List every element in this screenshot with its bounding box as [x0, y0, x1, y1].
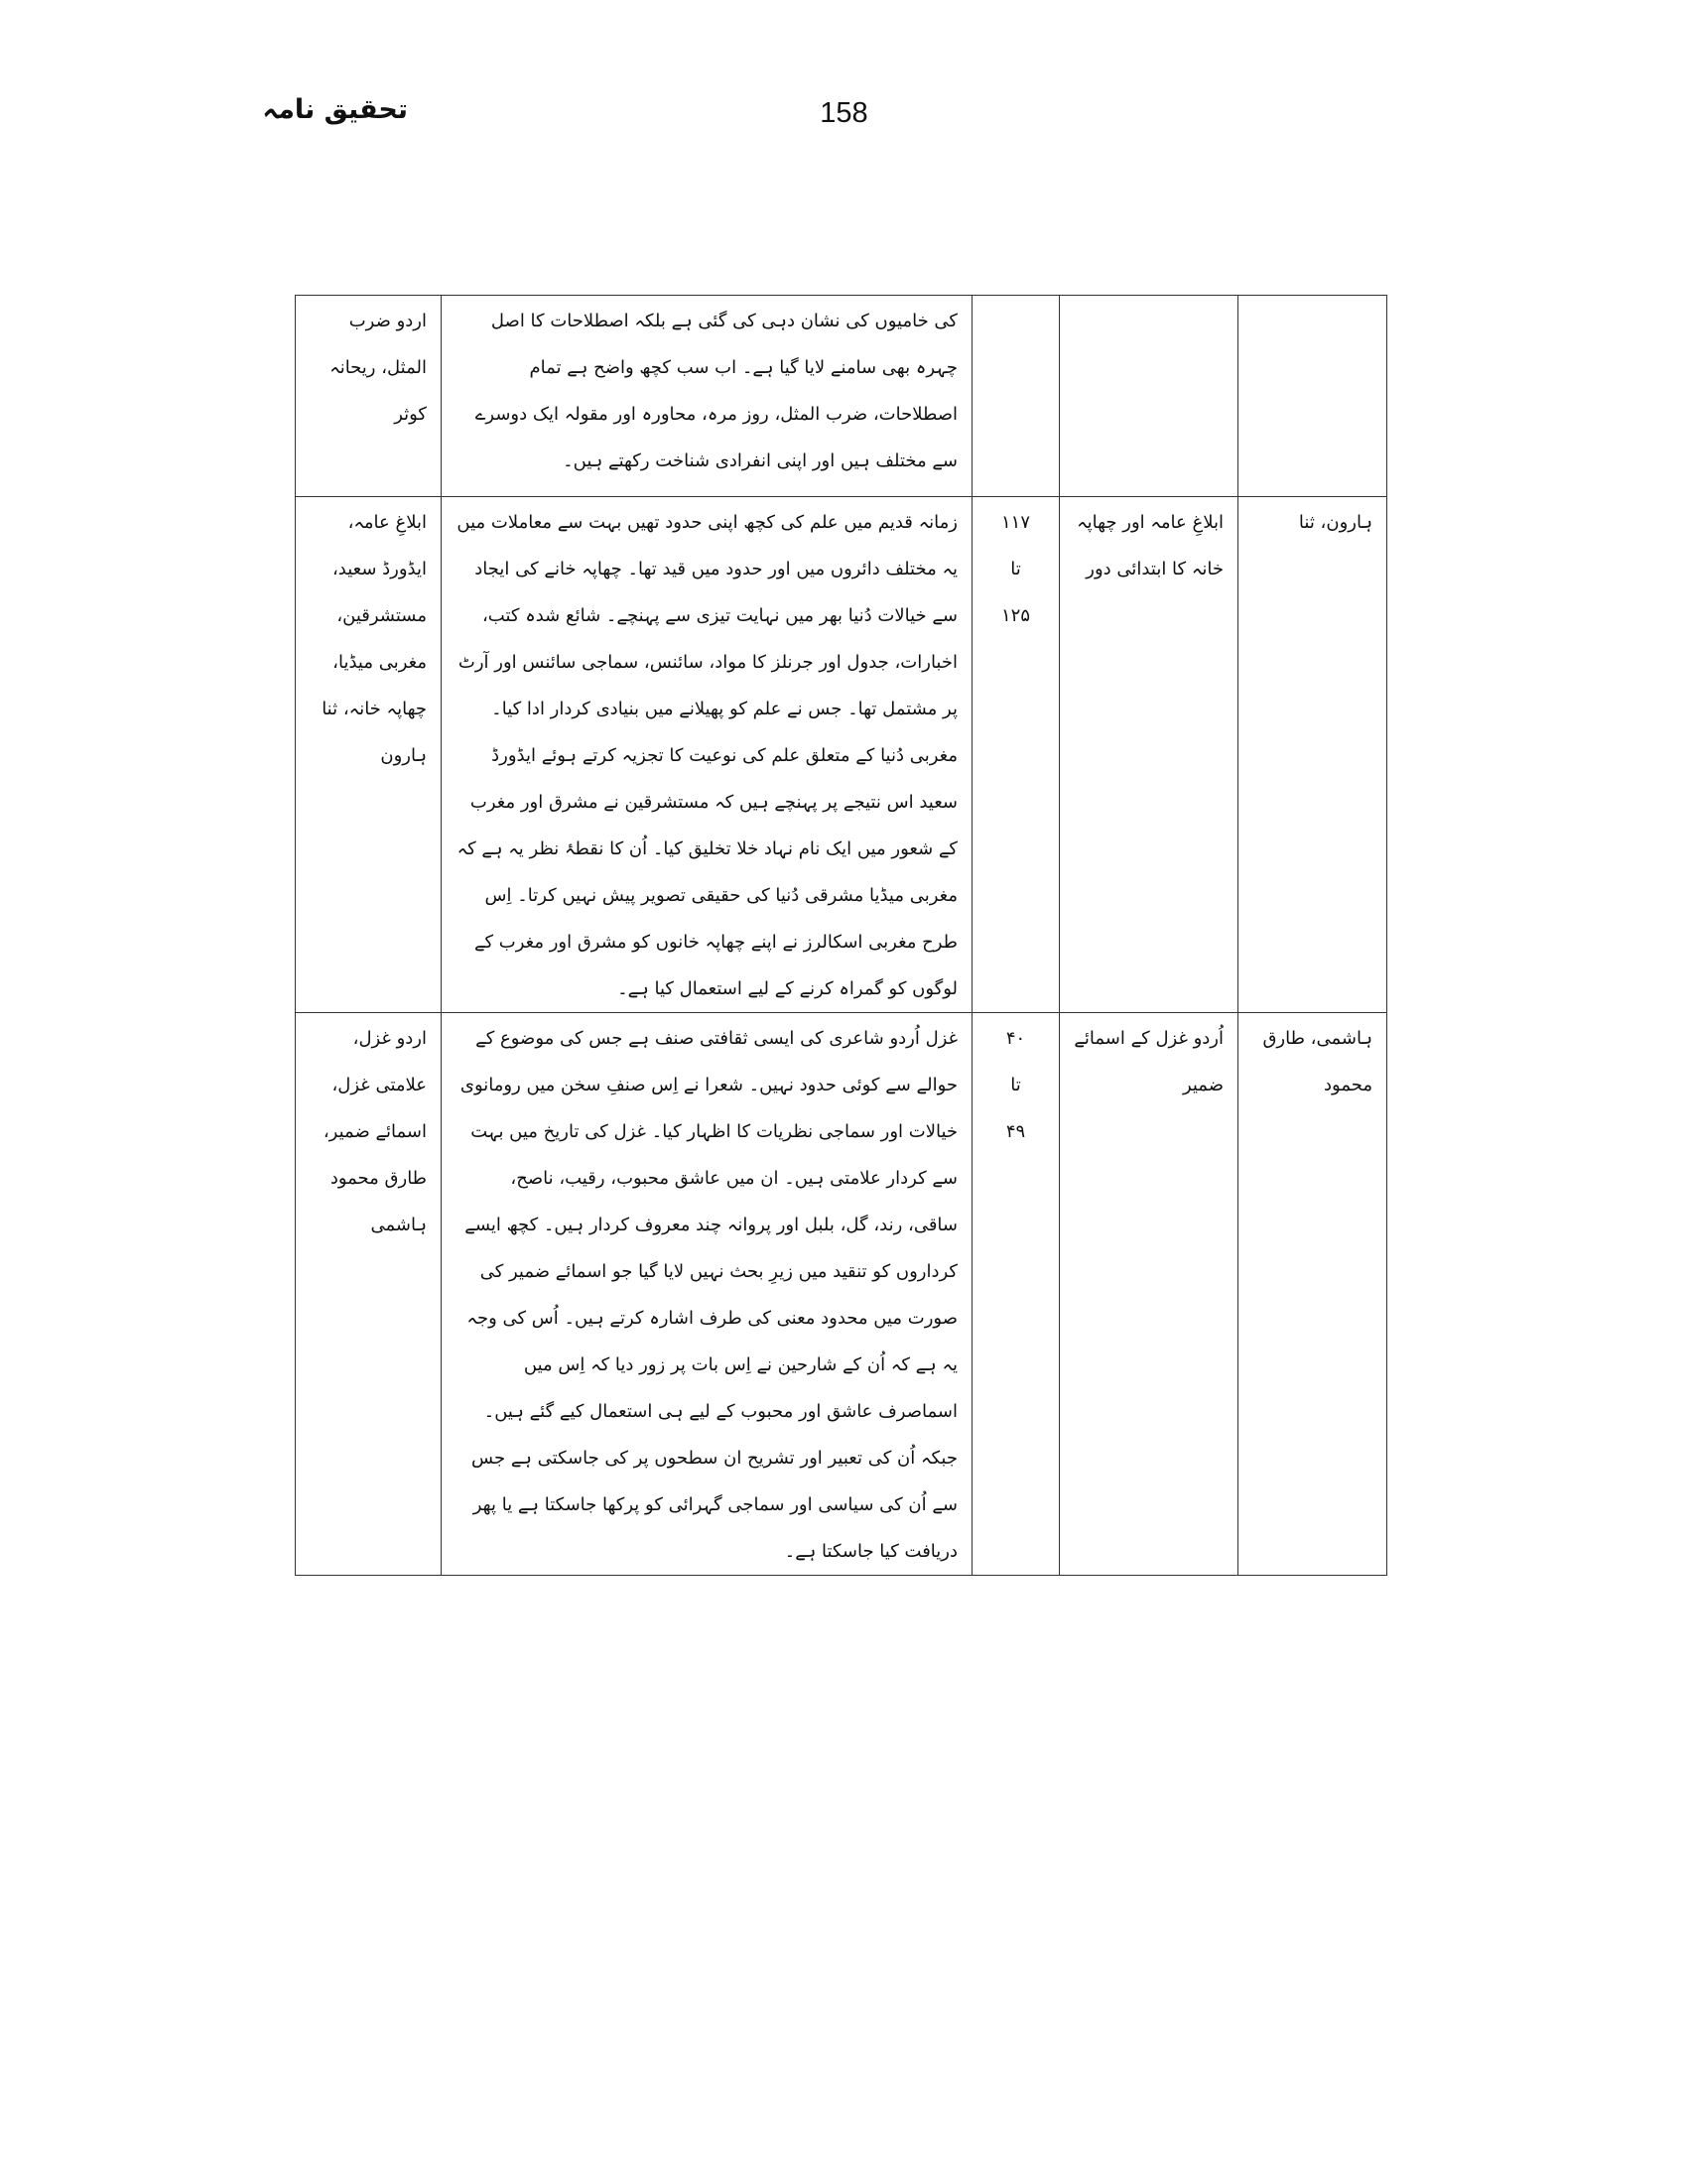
page-to: تا — [1010, 1075, 1021, 1095]
author-cell — [1238, 296, 1387, 497]
pages-cell — [973, 1013, 1060, 1576]
page-end: ۱۲۵ — [1000, 605, 1030, 626]
journal-name: تحقیق نامہ — [262, 94, 408, 125]
table-row — [296, 497, 1387, 1013]
page-start: ۴۰ — [1005, 1028, 1026, 1049]
page-end: ۴۹ — [1005, 1121, 1026, 1142]
summary-cell: زمانہ قدیم میں علم کی کچھ اپنی حدود تھیں بہت سے معاملات میں یہ مختلف دائروں میں اور حدود میں قید تھا۔ چھاپہ خانے کی ایجاد سے خیالات دُنیا بھر میں نہایت تیزی سے پہنچے۔ شائع شدہ کتب، اخبارات، جدول اور جرنلز کا مواد، سائنس، سماجی سائنس اور آرٹ پر مشتمل تھا۔ جس نے علم کو پھیلانے میں بنیادی کردار ادا کیا۔ مغربی دُنیا کے متعلق علم کی نوعیت کا تجزیہ کرتے ہوئے ایڈورڈ سعید اس نتیجے پر پہنچے ہیں کہ مستشرقین نے مشرق اور مغرب کے شعور میں ایک نام نہاد خلا تخلیق کیا۔ اُن کا نقطۂ نظر یہ ہے کہ مغربی میڈیا مشرقی دُنیا کی حقیقی تصویر پیش نہیں کرتا۔ اِس طرح مغربی اسکالرز نے اپنے چھاپہ خانوں کو مشرق اور مغرب کے لوگوں کو گمراہ کرنے کے لیے استعمال کیا ہے۔ — [442, 497, 973, 1013]
page-start: ۱۱۷ — [1000, 512, 1030, 533]
author-cell: ہارون، ثنا — [1238, 497, 1387, 1013]
page-number: 158 — [820, 97, 868, 129]
keywords-cell: اردو غزل، علامتی غزل، اسمائے ضمیر، طارق محمود ہاشمی — [296, 1013, 442, 1576]
page-to: تا — [1010, 559, 1021, 579]
pages-cell — [973, 296, 1060, 497]
table-row — [296, 296, 1387, 497]
records-table — [295, 295, 1387, 1576]
title-cell — [1060, 296, 1238, 497]
author-cell: ہاشمی، طارق محمود — [1238, 1013, 1387, 1576]
summary-cell: غزل اُردو شاعری کی ایسی ثقافتی صنف ہے جس کی موضوع کے حوالے سے کوئی حدود نہیں۔ شعرا نے اِس صنفِ سخن میں رومانوی خیالات اور سماجی نظریات کا اظہار کیا۔ غزل کی تاریخ میں بہت سے کردار علامتی ہیں۔ ان میں عاشق محبوب، رقیب، ناصح، ساقی، رند، گل، بلبل اور پروانہ چند معروف کردار ہیں۔ کچھ ایسے کرداروں کو تنقید میں زیرِ بحث نہیں لایا گیا جو اسمائے ضمیر کی صورت میں محدود معنی کی طرف اشارہ کرتے ہیں۔ اُس کی وجہ یہ ہے کہ اُن کے شارحین نے اِس بات پر زور دیا کہ اِس میں اسماصرف عاشق اور محبوب کے لیے ہی استعمال کیے گئے ہیں۔ جبکہ اُن کی تعبیر اور تشریح ان سطحوں پر کی جاسکتی ہے جس سے اُن کی سیاسی اور سماجی گہرائی کو پرکھا جاسکتا ہے یا پھر دریافت کیا جاسکتا ہے۔ — [442, 1013, 973, 1576]
title-cell: اُردو غزل کے اسمائے ضمیر — [1060, 1013, 1238, 1576]
keywords-cell: اردو ضرب المثل، ریحانہ کوثر — [296, 296, 442, 497]
table-row — [296, 1013, 1387, 1576]
title-cell: ابلاغِ عامہ اور چھاپہ خانہ کا ابتدائی دور — [1060, 497, 1238, 1013]
summary-cell: کی خامیوں کی نشان دہی کی گئی ہے بلکہ اصطلاحات کا اصل چہرہ بھی سامنے لایا گیا ہے۔ اب سب کچھ واضح ہے تمام اصطلاحات، ضرب المثل، روز مرہ، محاورہ اور مقولہ ایک دوسرے سے مختلف ہیں اور اپنی انفرادی شناخت رکھتے ہیں۔ — [442, 296, 973, 497]
pages-cell — [973, 497, 1060, 1013]
keywords-cell: ابلاغِ عامہ، ایڈورڈ سعید، مستشرقین، مغربی میڈیا، چھاپہ خانہ، ثنا ہارون — [296, 497, 442, 1013]
